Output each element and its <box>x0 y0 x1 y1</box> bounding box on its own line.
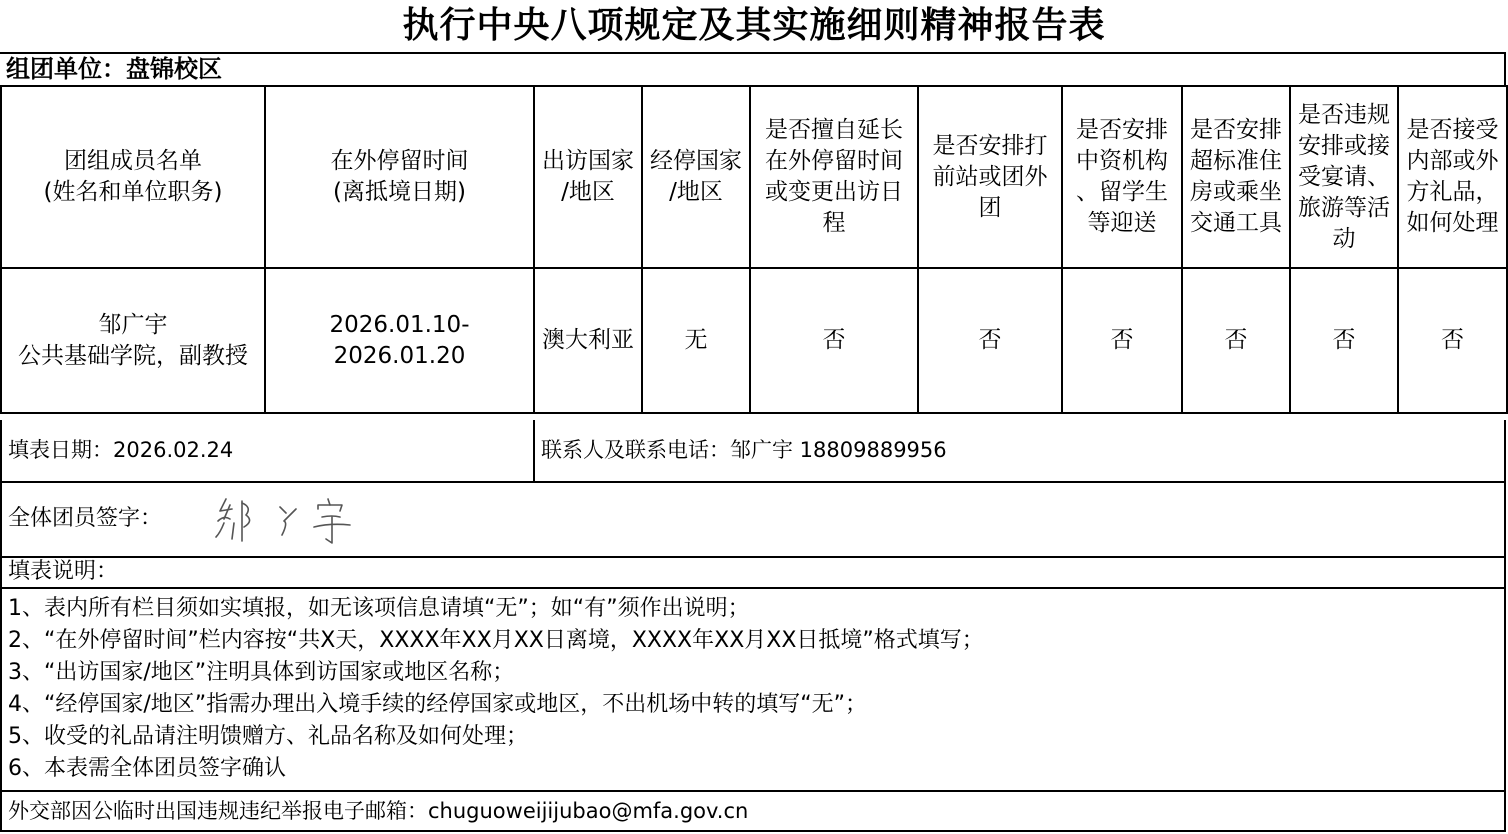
header-welcome: 是否安排 中资机构 、留学生 等迎送 <box>1062 86 1182 268</box>
fill-info-row <box>0 420 1506 483</box>
signature-row <box>0 483 1506 558</box>
cell-stay: 2026.01.10-2026.01.20 <box>265 268 534 413</box>
cell-country: 澳大利亚 <box>534 268 642 413</box>
fill-date: 填表日期：2026.02.24 <box>8 438 234 462</box>
fill-divider <box>533 420 535 481</box>
signature-label: 全体团员签字： <box>8 506 163 531</box>
cell-lodging: 否 <box>1182 268 1290 413</box>
cell-advance: 否 <box>918 268 1062 413</box>
report-table <box>0 85 1508 414</box>
header-lodging: 是否安排 超标准住 房或乘坐 交通工具 <box>1182 86 1290 268</box>
list-item: 5、收受的礼品请注明馈赠方、礼品名称及如何处理； <box>8 724 528 749</box>
contact-info: 联系人及联系电话：邹广宇 18809889956 <box>541 438 947 462</box>
cell-member: 邹广宇 公共基础学院，副教授 <box>1 268 265 413</box>
page-title: 执行中央八项规定及其实施细则精神报告表 <box>402 5 1106 46</box>
cell-welcome: 否 <box>1062 268 1182 413</box>
notes-title: 填表说明： <box>0 558 1506 589</box>
header-member: 团组成员名单 (姓名和单位职务) <box>1 86 265 268</box>
list-item: 6、本表需全体团员签字确认 <box>8 756 286 781</box>
handwritten-signature-icon <box>210 493 360 547</box>
report-email-footer: 外交部因公临时出国违规违纪举报电子邮箱：chuguoweijijubao@mfa.gov.cn <box>0 792 1506 832</box>
cell-extend: 否 <box>750 268 918 413</box>
list-item: 4、“经停国家/地区”指需办理出入境手续的经停国家或地区，不出机场中转的填写“无”； <box>8 692 868 717</box>
header-gifts: 是否接受 内部或外 方礼品， 如何处理 <box>1398 86 1507 268</box>
header-advance: 是否安排打 前站或团外 团 <box>918 86 1062 268</box>
cell-banquet: 否 <box>1290 268 1398 413</box>
header-banquet: 是否违规 安排或接 受宴请、 旅游等活 动 <box>1290 86 1398 268</box>
table-header-row <box>1 86 1507 268</box>
delegation-unit: 组团单位：盘锦校区 <box>0 52 1506 85</box>
list-item: 1、表内所有栏目须如实填报，如无该项信息请填“无”；如“有”须作出说明； <box>8 596 750 621</box>
header-extend: 是否擅自延长 在外停留时间 或变更出访日 程 <box>750 86 918 268</box>
cell-transit: 无 <box>642 268 750 413</box>
list-item: 3、“出访国家/地区”注明具体到访国家或地区名称； <box>8 660 515 685</box>
list-item: 2、“在外停留时间”栏内容按“共X天，XXXX年XX月XX日离境，XXXX年XX月XX日抵境”格式填写； <box>8 628 984 653</box>
header-stay: 在外停留时间 (离抵境日期) <box>265 86 534 268</box>
cell-gifts: 否 <box>1398 268 1507 413</box>
table-row <box>1 268 1507 413</box>
header-country: 出访国家 /地区 <box>534 86 642 268</box>
header-transit: 经停国家 /地区 <box>642 86 750 268</box>
notes-list <box>0 589 1506 792</box>
